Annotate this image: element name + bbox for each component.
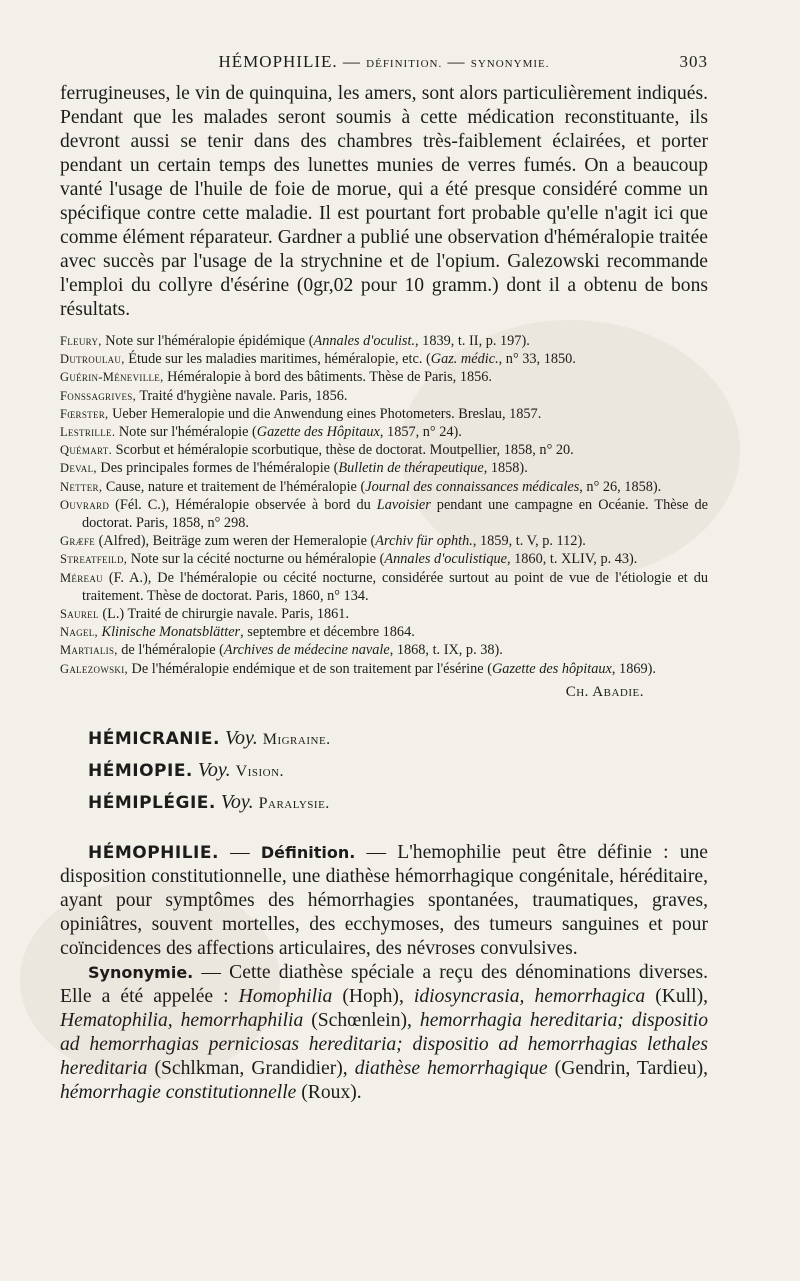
reference-author: Saurel — [60, 607, 99, 622]
reference-item: Lestrille. Note sur l'héméralopie (Gazette des Hôpitaux, 1857, n° 24). — [60, 424, 462, 441]
article-title: HÉMOPHILIE. — [88, 842, 219, 863]
reference-author: Lestrille. — [60, 425, 116, 440]
entry-target: Paralysie. — [258, 794, 330, 812]
reference-item: Galezowski, De l'héméralopie endémique et de son traitement par l'ésérine (Gazette des hôpitaux, 1869). — [60, 660, 656, 677]
cross-reference-entry: HÉMIOPIE. Voy. Vision. — [88, 758, 285, 781]
book-page — [60, 52, 708, 1105]
reference-item: Ouvrard (Fél. C.), Héméralopie observée à bord du Lavoisier pendant une campagne en Océanie. Thèse de doctorat. Paris, 1858, n° 298. — [60, 496, 708, 532]
reference-author: Fleury, — [60, 334, 102, 348]
reference-item: Méreau (F. A.), De l'héméralopie ou cécité nocturne, considérée surtout au point de vue de l'étiologie et du traitement. Thèse de doctorat. Paris, 1860, n° 134. — [60, 569, 708, 604]
header-subtitle-synonymie: SYNONYMIE. — [470, 58, 550, 70]
reference-item: Fœrster, Ueber Hemeralopie und die Anwendung eines Photometers. Breslau, 1857. — [60, 405, 542, 422]
author-signature: Ch. Abadie. — [565, 683, 644, 700]
running-header: HÉMOPHILIE. — DÉFINITION. — SYNONYMIE. 303 — [218, 52, 708, 71]
reference-item: Fleury, Note sur l'héméralopie épidémique (Annales d'oculist., 1839, t. II, p. 197). — [60, 333, 530, 349]
reference-item: Nagel, Klinische Monatsblätter, septembre et décembre 1864. — [60, 624, 415, 641]
reference-author: Quémart. — [60, 443, 113, 458]
entry-headword: HÉMIPLÉGIE. — [88, 792, 216, 813]
definition-text: — L'hemophilie peut être définie : une disposition constitutionnelle, une diathèse hémorrhagique congénitale, héréditaire, ayant pour symptômes des hémorrhagies spontanées, traumatiques, graves, opiniâtres, souvent mortelles, des ecchymoses, des tumeurs sanguines et pour coïncidences des affections articulaires, des névroses convulsives. — [60, 841, 709, 959]
entry-headword: HÉMICRANIE. — [88, 728, 220, 749]
intro-paragraph: ferrugineuses, le vin de quinquina, les amers, sont alors particulièrement indiqués. Pendant que les malades seront soumis à cette médication reconstituante, ils devront aussi se tenir dans des chambres très-faiblement éclairées, et porter pendant un certain temps des lunettes munies de verres fumés. On a beaucoup vanté l'usage de l'huile de foie de morue, qui a été presque considéré comme un spécifique contre cette maladie. Il est pourtant fort probable qu'elle n'agit ici que comme élément réparateur. Gardner a publié une observation d'héméralopie traitée avec succès par l'usage de la strychnine et de l'opium. Galezowski recommande l'emploi du collyre d'ésérine (0gr,02 pour 10 gramm.) dont il a obtenu de bons résultats. — [60, 83, 708, 320]
entry-headword: HÉMIOPIE. — [88, 760, 193, 781]
reference-author: Galezowski, — [60, 661, 128, 676]
entry-target: Vision. — [235, 762, 285, 780]
cross-reference-entries — [88, 723, 708, 819]
reference-author: Fonssagrives, — [60, 388, 136, 403]
header-title: HÉMOPHILIE. — [218, 52, 338, 71]
reference-item: Deval, Des principales formes de l'héméralopie (Bulletin de thérapeutique, 1858). — [60, 460, 528, 477]
reference-item: Martialis, de l'héméralopie (Archives de médecine navale, 1868, t. IX, p. 38). — [60, 642, 503, 659]
reference-item: Græfe (Alfred), Beiträge zum weren der Hemeralopie (Archiv für ophth., 1859, t. V, p. 112). — [60, 533, 586, 550]
synonymie-label: Synonymie. — [88, 962, 194, 982]
definition-paragraph: HÉMOPHILIE. — Définition. — L'hemophilie peut être définie : une disposition constitutionnelle, une diathèse hémorrhagique congénitale, héréditaire, ayant pour symptômes des hémorrhagies spontanées, traumatiques, graves, opiniâtres, souvent mortelles, des ecchymoses, des tumeurs sanguines et pour coïncidences des affections articulaires, des névroses convulsives. — [60, 841, 709, 959]
definition-label: Définition. — [260, 842, 356, 862]
cross-reference-entry: HÉMIPLÉGIE. Voy. Paralysie. — [88, 790, 330, 813]
reference-item: Netter, Cause, nature et traitement de l'héméralopie (Journal des connaissances médicales, n° 26, 1858). — [60, 478, 662, 495]
reference-item: Fonssagrives, Traité d'hygiène navale. Paris, 1856. — [60, 387, 348, 404]
cross-reference-entry: HÉMICRANIE. Voy. Migraine. — [88, 726, 331, 749]
reference-author: Dutroulau, — [60, 352, 125, 367]
reference-author: Netter, — [60, 479, 103, 494]
reference-author: Deval, — [60, 461, 97, 476]
reference-item: Quémart. Scorbut et héméralopie scorbutique, thèse de doctorat. Moutpellier, 1858, n° 20. — [60, 442, 574, 459]
page-number: 303 — [679, 52, 708, 71]
reference-author: Streatfeild, — [60, 552, 128, 567]
bibliography — [60, 332, 708, 678]
reference-author: Græfe — [60, 534, 96, 549]
reference-item: Guérin-Méneville, Héméralopie à bord des bâtiments. Thèse de Paris, 1856. — [60, 369, 492, 386]
reference-author: Ouvrard — [60, 497, 110, 512]
reference-item: Dutroulau, Étude sur les maladies maritimes, héméralopie, etc. (Gaz. médic., n° 33, 1850. — [60, 351, 576, 368]
header-subtitle-definition: DÉFINITION. — [366, 58, 443, 70]
reference-author: Méreau — [60, 570, 103, 585]
reference-item: Saurel (L.) Traité de chirurgie navale. Paris, 1861. — [60, 606, 350, 623]
synonymie-paragraph: Synonymie. — Cette diathèse spéciale a reçu des dénominations diverses. Elle a été appelée : Homophilia (Hoph), idiosyncrasia, hemorrhagica (Kull), Hematophilia, hemorrhaphilia (Schœnlein), hemorrhagia hereditaria; dispositio ad hemorrhagias perniciosas hereditaria; dispositio ad hemorrhagias lethales hereditaria (Schlkman, Grandidier), diathèse hemorrhagique (Gendrin, Tardieu), hémorrhagie constitutionnelle (Roux). — [60, 961, 708, 1103]
reference-author: Guérin-Méneville, — [60, 370, 164, 385]
reference-author: Martialis, — [60, 643, 118, 658]
entry-target: Migraine. — [262, 730, 331, 748]
reference-author: Fœrster, — [60, 406, 109, 421]
reference-author: Nagel, — [60, 625, 98, 640]
reference-item: Streatfeild, Note sur la cécité nocturne ou héméralopie (Annales d'oculistique, 1860, t. XLIV, p. 43). — [60, 551, 638, 568]
